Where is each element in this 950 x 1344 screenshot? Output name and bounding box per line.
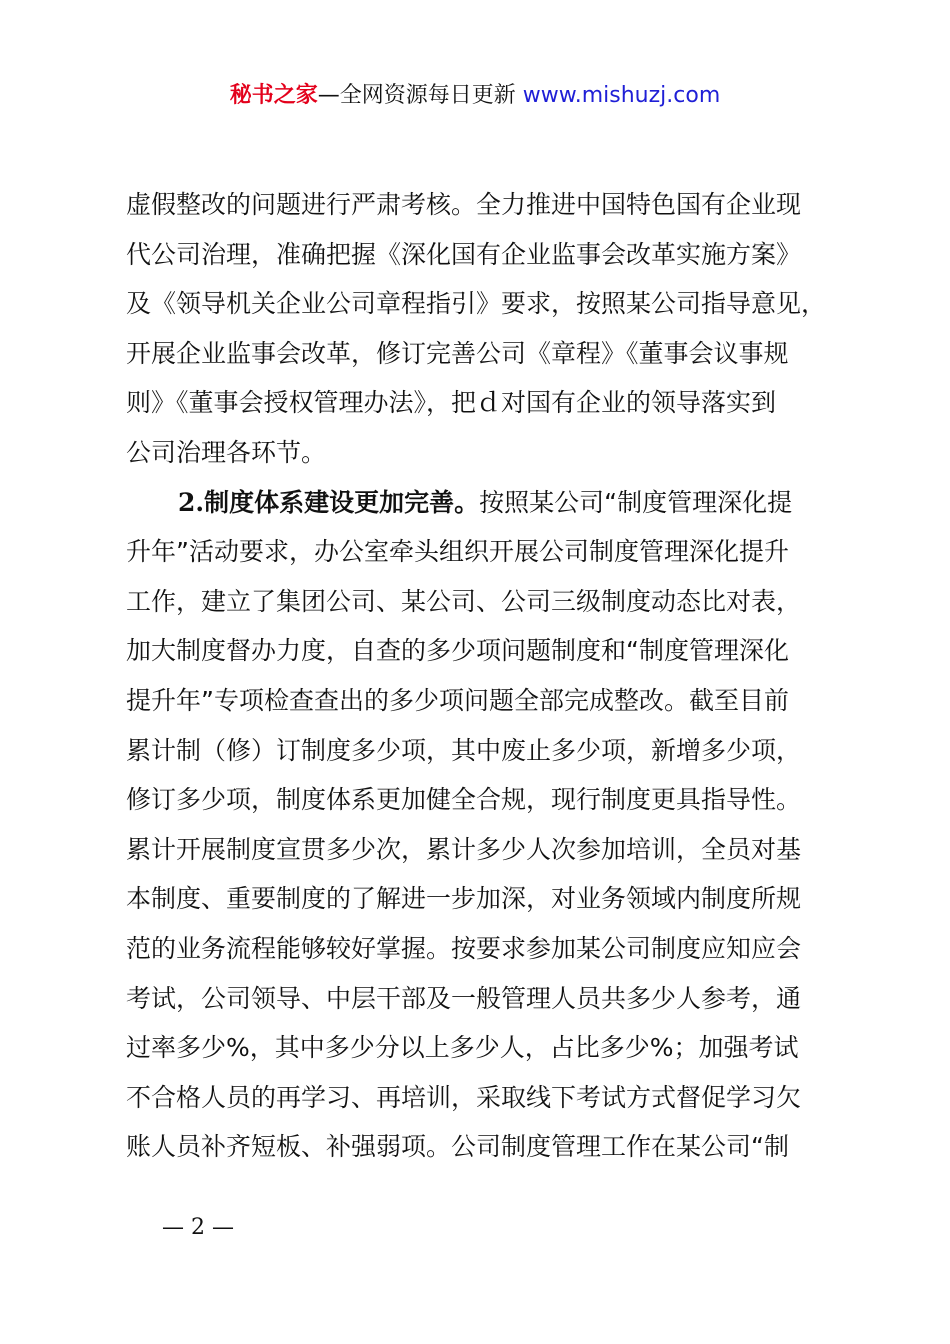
paragraph-line: 账人员补齐短板、补强弱项。公司制度管理工作在某公司“制	[126, 1132, 789, 1162]
paragraph-line: 开展企业监事会改革，修订完善公司《章程》《董事会议事规	[126, 338, 789, 368]
paragraph-line: 则》《董事会授权管理办法》，把ｄ对国有企业的领导落实到	[126, 388, 777, 418]
paragraph-line: 考试，公司领导、中层干部及一般管理人员共多少人参考，通	[126, 983, 802, 1013]
header-tagline: —全网资源每日更新	[317, 83, 516, 108]
section-heading: 制度体系建设更加完善。	[204, 487, 480, 517]
section-number: 2.	[178, 487, 205, 517]
paragraph-line: 升年”活动要求，办公室牵头组织开展公司制度管理深化提升	[126, 537, 789, 567]
paragraph-line: 提升年”专项检查查出的多少项问题全部完成整改。截至目前	[126, 685, 789, 715]
brand-name: 秘书之家	[229, 83, 318, 108]
paragraph-first-line	[126, 478, 836, 528]
paragraph-1	[126, 180, 836, 478]
paragraph-line: 虚假整改的问题进行严肃考核。全力推进中国特色国有企业现	[126, 190, 802, 219]
paragraph-line-rest: 按照某公司“制度管理深化提	[479, 487, 793, 517]
page-number: — 2 —	[162, 1215, 234, 1240]
paragraph-line: 范的业务流程能够较好掌握。按要求参加某公司制度应知应会	[126, 933, 802, 963]
paragraph-line: 及《领导机关企业公司章程指引》要求，按照某公司指导意见，	[126, 289, 827, 319]
paragraph-line: 加大制度督办力度，自查的多少项问题制度和“制度管理深化	[126, 636, 789, 666]
paragraph-line: 过率多少%，其中多少分以上多少人，占比多少%；加强考试	[126, 1033, 799, 1063]
paragraph-line: 不合格人员的再学习、再培训，采取线下考试方式督促学习欠	[126, 1082, 802, 1112]
paragraph-line: 公司治理各环节。	[126, 437, 327, 467]
paragraph-line: 工作，建立了集团公司、某公司、公司三级制度动态比对表，	[126, 586, 802, 616]
website-url[interactable]: www.mishuzj.com	[522, 83, 721, 108]
paragraph-2	[126, 478, 836, 1172]
paragraph-line: 本制度、重要制度的了解进一步加深，对业务领域内制度所规	[126, 884, 802, 914]
paragraph-line: 修订多少项，制度体系更加健全合规，现行制度更具指导性。	[126, 785, 802, 815]
document-header	[0, 80, 950, 112]
paragraph-line: 累计制（修）订制度多少项，其中废止多少项，新增多少项，	[126, 735, 802, 765]
paragraph-line: 累计开展制度宣贯多少次，累计多少人次参加培训，全员对基	[126, 834, 802, 864]
paragraph-line: 代公司治理，准确把握《深化国有企业监事会改革实施方案》	[126, 239, 802, 269]
document-body	[126, 180, 836, 1172]
